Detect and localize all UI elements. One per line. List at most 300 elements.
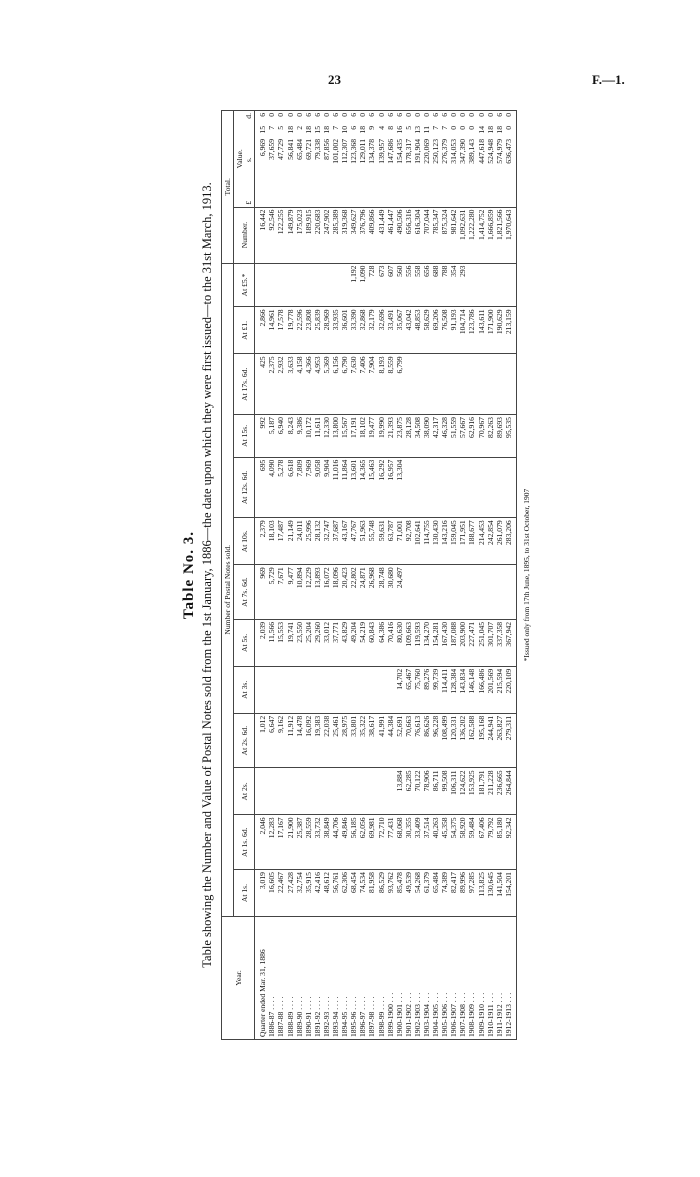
count-cell: 215,594 (495, 666, 504, 713)
count-cell: 38,090 (422, 415, 431, 458)
count-cell: 99,739 (431, 666, 440, 713)
count-cell: 35,067 (395, 307, 404, 354)
value-pounds: 65,484 (294, 139, 304, 160)
count-cell: 4,953 (313, 354, 322, 415)
count-cell: 35,322 (358, 713, 367, 768)
table-row (458, 111, 467, 1040)
count-cell: 13,800 (331, 415, 340, 458)
count-cell: 14,365 (358, 457, 367, 518)
table-row (467, 111, 476, 1040)
value-pence: 0 (412, 113, 422, 117)
count-cell: 1,090 (358, 263, 367, 307)
count-cell: 71,001 (395, 518, 404, 565)
value-shillings: 16 (394, 126, 404, 134)
count-cell (440, 457, 449, 518)
count-cell (504, 457, 517, 518)
value-shillings: 15 (258, 126, 268, 134)
count-cell: 17,191 (349, 415, 358, 458)
count-cell (276, 263, 285, 307)
count-cell (267, 768, 276, 815)
table-row (477, 111, 486, 1040)
count-cell: 48,853 (413, 307, 422, 354)
count-cell (322, 666, 331, 713)
count-cell: 25,996 (304, 518, 313, 565)
count-cell: 32,179 (367, 307, 376, 354)
header-total-value-label: Value. (235, 149, 245, 169)
value-pounds: 636,473 (503, 139, 513, 164)
value-shillings: 7 (267, 126, 277, 130)
value-pounds: 191,904 (412, 139, 422, 164)
count-cell: 33,012 (322, 619, 331, 666)
count-cell (322, 768, 331, 815)
count-cell: 92,342 (504, 815, 517, 870)
header-col: At 7s. 6d. (234, 565, 255, 620)
table-title: Table No. 3. (181, 530, 197, 620)
count-cell: 20,423 (340, 565, 349, 620)
count-cell: 74,389 (440, 870, 449, 917)
table-row (295, 111, 304, 1040)
count-cell: 16,292 (377, 457, 386, 518)
count-cell: 43,167 (340, 518, 349, 565)
count-cell: 28,748 (377, 565, 386, 620)
year-cell: 1908-1909 . . . (467, 917, 476, 1040)
year-cell: 1899-1900 . . . (386, 917, 395, 1040)
count-cell: 13,601 (349, 457, 358, 518)
count-cell: 89,693 (495, 415, 504, 458)
count-cell: 40,263 (431, 815, 440, 870)
total-number-cell: 349,627 (349, 207, 358, 263)
count-cell: 18,096 (331, 565, 340, 620)
value-shillings: 10 (340, 126, 350, 134)
header-row-columns (234, 111, 255, 1040)
value-pounds: 6,969 (258, 139, 268, 157)
value-pence: 6 (303, 113, 313, 117)
value-pence: 0 (467, 113, 477, 117)
table-row (286, 111, 295, 1040)
table-row (504, 111, 517, 1040)
count-cell: 89,276 (422, 666, 431, 713)
table-row (422, 111, 431, 1040)
count-cell: 45,358 (440, 815, 449, 870)
count-cell: 301,707 (486, 619, 495, 666)
value-shillings: 11 (421, 126, 431, 134)
count-cell (486, 263, 495, 307)
header-total-value (234, 111, 255, 208)
year-cell: 1898-99 . . . . (377, 917, 386, 1040)
year-cell: 1907-1908 . . . (458, 917, 467, 1040)
value-shillings: 7 (431, 126, 441, 130)
value-pounds: 79,338 (312, 139, 322, 160)
count-cell: 114,755 (422, 518, 431, 565)
count-cell: 6,618 (286, 457, 295, 518)
count-cell (367, 666, 376, 713)
count-cell: 16,957 (386, 457, 395, 518)
count-cell: 558 (413, 263, 422, 307)
count-cell (495, 565, 504, 620)
value-pence: 6 (312, 113, 322, 117)
value-pence: 6 (494, 113, 504, 117)
header-group-total: Total. (222, 111, 234, 264)
count-cell: 7,671 (276, 565, 285, 620)
total-number-cell: 220,683 (313, 207, 322, 263)
count-cell (458, 457, 467, 518)
count-cell: 32,868 (358, 307, 367, 354)
year-cell: 1891-92 . . . . (313, 917, 322, 1040)
table-row (486, 111, 495, 1040)
count-cell: 36,601 (340, 307, 349, 354)
year-cell: 1904-1905 . . . (431, 917, 440, 1040)
count-cell (495, 263, 504, 307)
count-cell (449, 457, 458, 518)
value-pounds: 139,957 (376, 139, 386, 164)
count-cell (331, 666, 340, 713)
count-cell: 7,809 (295, 457, 304, 518)
count-cell: 34,508 (413, 415, 422, 458)
count-cell: 136,202 (458, 713, 467, 768)
total-value-cell (458, 111, 467, 208)
count-cell: 16,072 (322, 565, 331, 620)
value-pounds: 220,069 (421, 139, 431, 164)
count-cell: 72,710 (377, 815, 386, 870)
total-number-cell: 1,414,752 (477, 207, 486, 263)
count-cell: 33,390 (349, 307, 358, 354)
count-cell: 25,204 (304, 619, 313, 666)
count-cell: 65,484 (431, 870, 440, 917)
count-cell: 54,219 (358, 619, 367, 666)
table-row (358, 111, 367, 1040)
count-cell: 5,729 (267, 565, 276, 620)
count-cell: 2,039 (255, 619, 268, 666)
count-cell: 21,149 (286, 518, 295, 565)
value-pounds: 276,379 (440, 139, 450, 164)
count-cell: 30,680 (386, 565, 395, 620)
year-cell: Quarter ended Mar. 31, 1886 (255, 917, 268, 1040)
count-cell: 211,228 (486, 768, 495, 815)
count-cell: 13,304 (395, 457, 404, 518)
count-cell: 93,762 (386, 870, 395, 917)
count-cell: 15,567 (340, 415, 349, 458)
count-cell: 30,355 (404, 815, 413, 870)
count-cell (340, 666, 349, 713)
count-cell: 187,088 (449, 619, 458, 666)
value-pence: 0 (403, 113, 413, 117)
total-value-cell (276, 111, 285, 208)
count-cell: 33,935 (331, 307, 340, 354)
count-cell: 37,514 (422, 815, 431, 870)
count-cell: 6,156 (331, 354, 340, 415)
count-cell: 86,711 (431, 768, 440, 815)
count-cell: 67,406 (477, 815, 486, 870)
count-cell: 11,864 (340, 457, 349, 518)
count-cell: 70,967 (477, 415, 486, 458)
value-pounds: 134,378 (367, 139, 377, 164)
total-value-cell (267, 111, 276, 208)
value-pounds: 574,979 (494, 139, 504, 164)
year-cell: 1912-1913 . . . (504, 917, 517, 1040)
count-cell: 14,702 (395, 666, 404, 713)
table-row (322, 111, 331, 1040)
count-cell: 11,016 (331, 457, 340, 518)
count-cell: 62,285 (404, 768, 413, 815)
count-cell (486, 457, 495, 518)
count-cell (276, 768, 285, 815)
count-cell: 279,311 (504, 713, 517, 768)
count-cell (422, 354, 431, 415)
count-cell: 55,748 (367, 518, 376, 565)
count-cell: 44,384 (386, 713, 395, 768)
count-cell (404, 457, 413, 518)
count-cell (477, 457, 486, 518)
count-cell: 9,904 (322, 457, 331, 518)
count-cell: 1,012 (255, 713, 268, 768)
count-cell: 75,760 (413, 666, 422, 713)
count-cell (276, 666, 285, 713)
count-cell: 95,535 (504, 415, 517, 458)
count-cell (431, 565, 440, 620)
count-cell: 38,617 (367, 713, 376, 768)
count-cell (504, 354, 517, 415)
count-cell: 19,741 (286, 619, 295, 666)
count-cell (295, 263, 304, 307)
count-cell: 37,771 (331, 619, 340, 666)
count-cell: 22,467 (276, 870, 285, 917)
value-shillings: 0 (467, 126, 477, 130)
count-cell: 69,981 (367, 815, 376, 870)
count-cell: 80,630 (395, 619, 404, 666)
count-cell: 26,968 (367, 565, 376, 620)
count-cell: 81,958 (367, 870, 376, 917)
count-cell (495, 457, 504, 518)
count-cell: 57,667 (458, 415, 467, 458)
count-cell: 8,559 (386, 354, 395, 415)
count-cell: 673 (377, 263, 386, 307)
count-cell: 60,843 (367, 619, 376, 666)
count-cell: 46,328 (440, 415, 449, 458)
count-cell: 52,691 (395, 713, 404, 768)
count-cell: 58,920 (458, 815, 467, 870)
count-cell (422, 457, 431, 518)
count-cell: 14,478 (295, 713, 304, 768)
count-cell: 607 (386, 263, 395, 307)
value-pence: 0 (340, 113, 350, 117)
count-cell: 70,122 (413, 768, 422, 815)
value-pounds: 101,002 (331, 139, 341, 164)
count-cell (404, 565, 413, 620)
total-value-cell (504, 111, 517, 208)
year-cell: 1911-1912 . . . (495, 917, 504, 1040)
table-row (377, 111, 386, 1040)
count-cell: 23,875 (395, 415, 404, 458)
count-cell (304, 666, 313, 713)
total-number-cell: 175,023 (295, 207, 304, 263)
count-cell: 251,045 (477, 619, 486, 666)
total-number-cell: 122,255 (276, 207, 285, 263)
count-cell: 10,172 (304, 415, 313, 458)
count-cell: 19,778 (286, 307, 295, 354)
count-cell: 59,631 (377, 518, 386, 565)
table-row (449, 111, 458, 1040)
year-cell: 1894-95 . . . . (340, 917, 349, 1040)
count-cell: 556 (404, 263, 413, 307)
count-cell: 188,677 (467, 518, 476, 565)
count-cell: 213,159 (504, 307, 517, 354)
count-cell: 33,491 (386, 307, 395, 354)
count-cell: 33,801 (349, 713, 358, 768)
table-row (395, 111, 404, 1040)
header-col: At 5s. (234, 619, 255, 666)
count-cell: 17,487 (276, 518, 285, 565)
total-number-cell: 875,324 (440, 207, 449, 263)
count-cell: 25,839 (313, 307, 322, 354)
count-cell: 11,611 (313, 415, 322, 458)
count-cell: 59,484 (467, 815, 476, 870)
value-pounds: 178,317 (403, 139, 413, 164)
value-pounds: 69,721 (303, 139, 313, 160)
value-pence: 0 (421, 113, 431, 117)
value-pence: 0 (458, 113, 468, 117)
year-cell: 1889-90 . . . . (295, 917, 304, 1040)
count-cell: 62,306 (340, 870, 349, 917)
total-value-cell (295, 111, 304, 208)
count-cell: 171,900 (486, 307, 495, 354)
count-cell: 102,641 (413, 518, 422, 565)
count-cell (286, 768, 295, 815)
table-row (413, 111, 422, 1040)
header-col: At 17s. 6d. (234, 354, 255, 415)
year-cell: 1897-98 . . . . (367, 917, 376, 1040)
total-number-cell: 376,796 (358, 207, 367, 263)
count-cell: 69,206 (431, 307, 440, 354)
table-row (404, 111, 413, 1040)
count-cell (349, 768, 358, 815)
count-cell (255, 768, 268, 815)
total-value-cell (340, 111, 349, 208)
value-pence: 0 (449, 113, 459, 117)
count-cell: 7,969 (304, 457, 313, 518)
count-cell: 49,539 (404, 870, 413, 917)
count-cell: 106,311 (449, 768, 458, 815)
count-cell: 560 (395, 263, 404, 307)
value-pounds: 123,368 (349, 139, 359, 164)
total-value-cell (422, 111, 431, 208)
count-cell (267, 666, 276, 713)
count-cell: 123,786 (467, 307, 476, 354)
count-cell: 5,278 (276, 457, 285, 518)
count-cell (467, 565, 476, 620)
count-cell: 51,963 (358, 518, 367, 565)
count-cell: 24,011 (295, 518, 304, 565)
value-shillings: 18 (358, 126, 368, 134)
value-pounds: 524,948 (485, 139, 495, 164)
total-value-cell (431, 111, 440, 208)
count-cell: 134,270 (422, 619, 431, 666)
total-number-cell: 149,879 (286, 207, 295, 263)
value-shillings: 6 (349, 126, 359, 130)
count-cell: 43,042 (404, 307, 413, 354)
count-cell: 10,894 (295, 565, 304, 620)
count-cell (377, 768, 386, 815)
count-cell: 2,932 (276, 354, 285, 415)
header-col: At £5.* (234, 263, 255, 307)
total-number-cell: 461,447 (386, 207, 395, 263)
count-cell: 214,453 (477, 518, 486, 565)
value-pounds: 47,729 (276, 139, 286, 160)
total-number-cell: 616,304 (413, 207, 422, 263)
count-cell: 788 (440, 263, 449, 307)
count-cell: 367,942 (504, 619, 517, 666)
count-cell: 33,409 (413, 815, 422, 870)
value-shillings: 0 (449, 126, 459, 130)
count-cell: 143,611 (477, 307, 486, 354)
count-cell: 236,665 (495, 768, 504, 815)
total-value-cell (313, 111, 322, 208)
count-cell: 1,192 (349, 263, 358, 307)
count-cell (255, 263, 268, 307)
total-number-cell: 490,506 (395, 207, 404, 263)
count-cell: 3,633 (286, 354, 295, 415)
count-cell: 7,630 (349, 354, 358, 415)
count-cell: 154,201 (504, 870, 517, 917)
count-cell: 47,767 (349, 518, 358, 565)
count-cell: 688 (431, 263, 440, 307)
count-cell: 195,168 (477, 713, 486, 768)
total-number-cell: 1,821,566 (495, 207, 504, 263)
count-cell (340, 263, 349, 307)
count-cell: 159,045 (449, 518, 458, 565)
year-cell: 1886-87 . . . . (267, 917, 276, 1040)
count-cell: 15,553 (276, 619, 285, 666)
count-cell: 42,416 (313, 870, 322, 917)
count-cell (413, 565, 422, 620)
count-cell: 82,263 (486, 415, 495, 458)
total-number-cell: 1,666,859 (486, 207, 495, 263)
count-cell: 78,906 (422, 768, 431, 815)
year-cell: 1896-97 . . . . (358, 917, 367, 1040)
count-cell: 56,761 (331, 870, 340, 917)
total-value-cell (349, 111, 358, 208)
table-row (386, 111, 395, 1040)
count-cell: 17,578 (276, 307, 285, 354)
table-body (255, 111, 517, 1040)
count-cell: 153,925 (467, 768, 476, 815)
value-pounds: 347,390 (458, 139, 468, 164)
count-cell: 354 (449, 263, 458, 307)
count-cell: 166,486 (477, 666, 486, 713)
count-cell: 130,645 (486, 870, 495, 917)
value-pounds: 129,011 (358, 139, 368, 164)
value-pence: 6 (440, 113, 450, 117)
count-cell: 77,431 (386, 815, 395, 870)
value-pounds: 87,856 (321, 139, 331, 160)
count-cell: 141,504 (495, 870, 504, 917)
count-cell: 27,428 (286, 870, 295, 917)
count-cell (449, 354, 458, 415)
count-cell: 92,708 (404, 518, 413, 565)
value-pence: 0 (276, 113, 286, 117)
count-cell: 6,790 (340, 354, 349, 415)
year-cell: 1900-1901 . . . (395, 917, 404, 1040)
header-col: At 15s. (234, 415, 255, 458)
count-cell: 28,132 (313, 518, 322, 565)
count-cell: 24,497 (395, 565, 404, 620)
year-cell: 1887-88 . . . . (276, 917, 285, 1040)
count-cell: 58,629 (422, 307, 431, 354)
count-cell: 124,622 (458, 768, 467, 815)
count-cell: 130,430 (431, 518, 440, 565)
count-cell: 113,825 (477, 870, 486, 917)
count-cell: 7,406 (358, 354, 367, 415)
count-cell: 114,411 (440, 666, 449, 713)
